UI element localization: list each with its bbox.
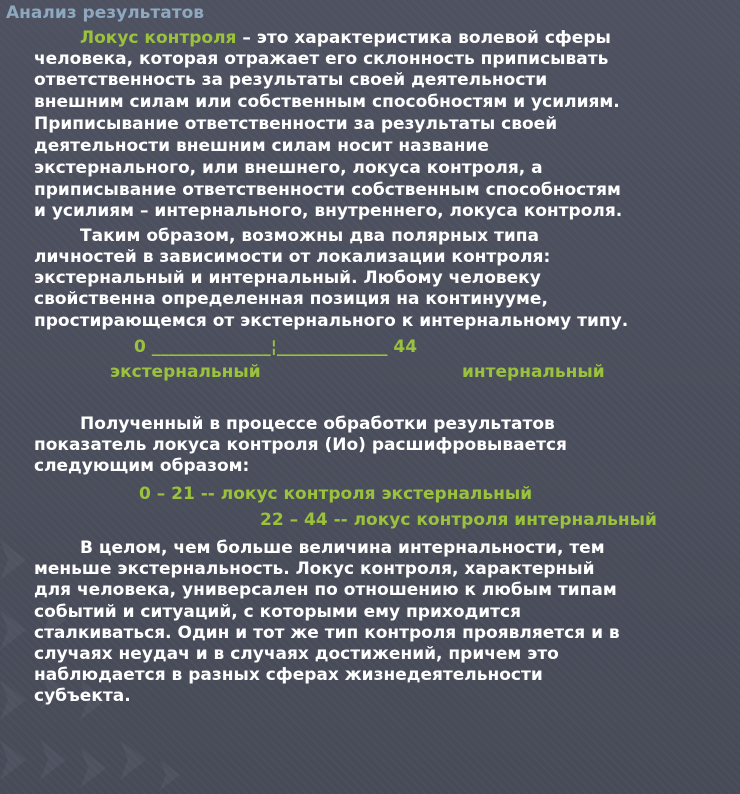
- paragraph2-line: простирающемся от экстернального к интернальному типу.: [34, 311, 629, 331]
- paragraph1-line: и усилиям – интернального, внутреннего, локуса контроля.: [34, 201, 623, 221]
- paragraph4-line: событий и ситуаций, с которыми ему приходится: [34, 602, 522, 622]
- paragraph1-line1-rest: – это характеристика волевой сферы: [236, 28, 611, 48]
- range-external: 0 – 21 -- локус контроля экстернальный: [139, 484, 533, 504]
- slide-title: Анализ результатов: [6, 3, 205, 23]
- paragraph4-line: меньше экстернальность. Локус контроля, характерный: [34, 559, 595, 579]
- paragraph4-line: наблюдается в разных сферах жизнедеятельности: [34, 665, 543, 685]
- paragraph3-line: показатель локуса контроля (Ио) расшифровывается: [34, 435, 567, 455]
- paragraph4-line: для человека, универсален по отношению к любым типам: [34, 580, 617, 600]
- paragraph1-line: человека, которая отражает его склонность приписывать: [34, 49, 609, 69]
- paragraph4-line: сталкиваться. Один и тот же тип контроля проявляется и в: [34, 623, 620, 643]
- paragraph2-line: свойственна определенная позиция на континууме,: [34, 289, 548, 309]
- paragraph4-line: В целом, чем больше величина интернальности, тем: [80, 538, 605, 558]
- paragraph1-line: деятельности внешним силам носит название: [34, 136, 489, 156]
- paragraph1-line1: [80, 28, 611, 49]
- paragraph1-line: экстернального, или внешнего, локуса контроля, а: [34, 158, 543, 178]
- paragraph3-line: Полученный в процессе обработки результатов: [80, 414, 555, 434]
- paragraph2-line: Таким образом, возможны два полярных типа: [80, 226, 540, 246]
- paragraph3-line: следующим образом:: [34, 456, 250, 476]
- term-locus-of-control: Локус контроля: [80, 28, 237, 48]
- paragraph2-line: экстернальный и интернальный. Любому человеку: [34, 268, 541, 288]
- scale-label-external: экстернальный: [110, 362, 261, 382]
- scale-label-internal: интернальный: [462, 362, 605, 382]
- paragraph1-line: внешним силам или собственным способностям и усилиям.: [34, 92, 620, 112]
- paragraph4-line: случаях неудач и в случаях достижений, причем это: [34, 644, 559, 664]
- paragraph4-line: субъекта.: [34, 686, 131, 706]
- paragraph1-line: Приписывание ответственности за результаты своей: [34, 114, 558, 134]
- range-internal: 22 – 44 -- локус контроля интернальный: [260, 510, 657, 530]
- continuum-scale-line: 0 ______________¦_____________ 44: [134, 337, 418, 357]
- paragraph1-line: ответственность за результаты своей деятельности: [34, 70, 548, 90]
- paragraph2-line: личностей в зависимости от локализации контроля:: [34, 247, 551, 267]
- paragraph1-line: приписывание ответственности собственным способностям: [34, 180, 621, 200]
